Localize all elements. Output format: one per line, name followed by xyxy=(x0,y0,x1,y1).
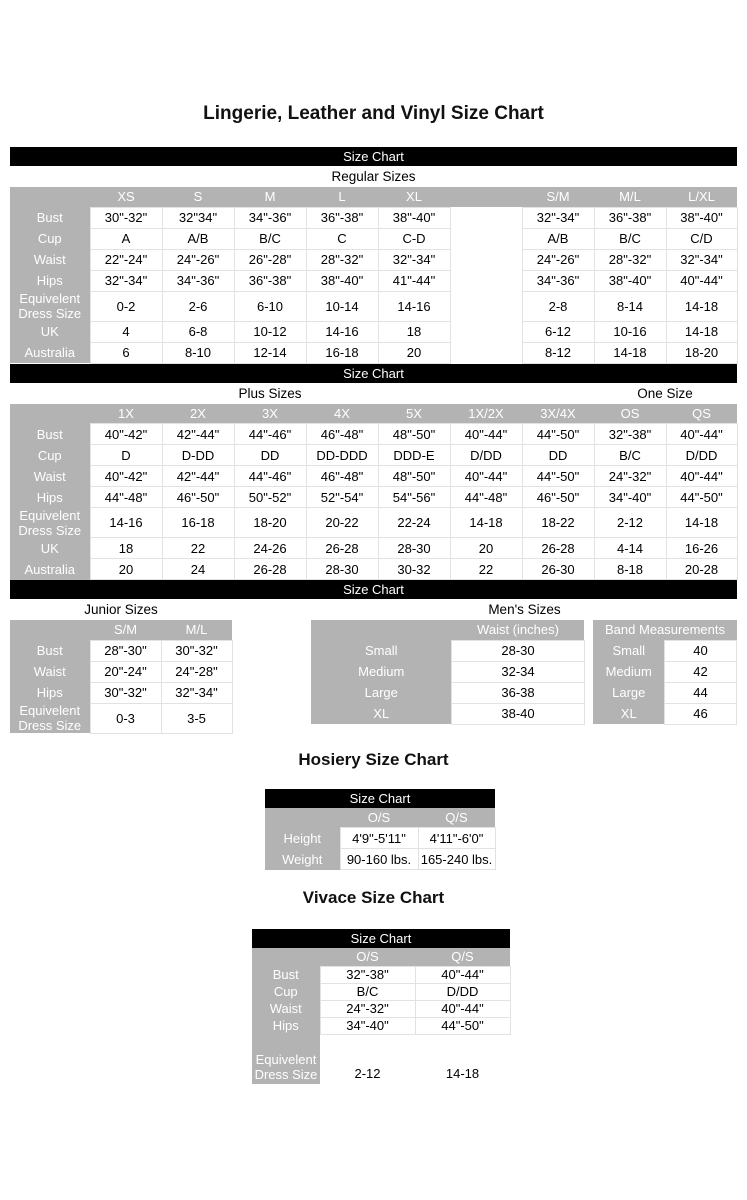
cell: 38"-40" xyxy=(666,207,737,228)
column-header: Q/S xyxy=(415,948,510,966)
cell: 32"-34" xyxy=(378,249,450,270)
cell: 22"-24" xyxy=(90,249,162,270)
band-size-label: XL xyxy=(593,703,664,724)
cell: 32"-38" xyxy=(320,966,415,983)
gap-cell xyxy=(450,321,522,342)
row-label: Bust xyxy=(10,424,90,445)
cell: 40"-44" xyxy=(415,966,510,983)
cell: 24"-28" xyxy=(161,661,232,682)
table-row xyxy=(252,1050,510,1084)
table-row xyxy=(311,640,736,661)
table-row xyxy=(252,1000,510,1017)
table-row xyxy=(10,466,737,487)
corner-cell xyxy=(265,808,340,828)
row-label: Equivelent Dress Size xyxy=(252,1050,320,1084)
column-header-row xyxy=(311,620,736,640)
cell: 44"-48" xyxy=(90,487,162,508)
row-label: Australia xyxy=(10,342,90,363)
row-label: Equivelent Dress Size xyxy=(10,703,90,733)
table-row xyxy=(10,270,737,291)
cell: 20-28 xyxy=(666,559,737,580)
cell: 24"-26" xyxy=(162,249,234,270)
band-cell: 40 xyxy=(664,640,736,661)
junior-mens-subtitle-row xyxy=(10,599,737,620)
cell: 6-8 xyxy=(162,321,234,342)
table-row xyxy=(10,538,737,559)
column-header: OS xyxy=(594,404,666,424)
size-chart-bar: Size Chart xyxy=(265,789,495,808)
cell: 30"-32" xyxy=(90,682,161,703)
size-chart-bar: Size Chart xyxy=(10,364,737,383)
cell: 18 xyxy=(90,538,162,559)
band-size-label: Small xyxy=(593,640,664,661)
table-row xyxy=(10,342,737,363)
row-label: Bust xyxy=(10,640,90,661)
cell: 26-28 xyxy=(306,538,378,559)
cell: 40"-44" xyxy=(666,424,737,445)
table-row xyxy=(252,1017,510,1034)
column-header-row xyxy=(252,948,510,966)
cell: 40"-44" xyxy=(450,466,522,487)
column-header: 3X/4X xyxy=(522,404,594,424)
cell: C xyxy=(306,228,378,249)
cell: 14-18 xyxy=(450,508,522,538)
cell: 38"-40" xyxy=(594,270,666,291)
column-header: L xyxy=(306,187,378,207)
cell: 44"-46" xyxy=(234,466,306,487)
gap-cell xyxy=(415,1034,510,1050)
cell: 24"-26" xyxy=(522,249,594,270)
row-label: Hips xyxy=(10,487,90,508)
mens-sizes-subtitle: Men's Sizes xyxy=(488,602,561,617)
cell: 165-240 lbs. xyxy=(418,849,495,870)
table-row xyxy=(10,559,737,580)
cell: 52"-54" xyxy=(306,487,378,508)
cell: 46"-50" xyxy=(522,487,594,508)
hosiery-section xyxy=(265,789,495,871)
cell: 14-18 xyxy=(594,342,666,363)
cell: 8-14 xyxy=(594,291,666,321)
column-header: O/S xyxy=(320,948,415,966)
cell: 10-16 xyxy=(594,321,666,342)
band-cell: 44 xyxy=(664,682,736,703)
plus-sizes-section xyxy=(10,364,737,581)
table-row xyxy=(10,321,737,342)
cell: 22-24 xyxy=(378,508,450,538)
cell: 16-26 xyxy=(666,538,737,559)
cell: 28-30 xyxy=(378,538,450,559)
cell: 8-10 xyxy=(162,342,234,363)
hosiery-chart-title: Hosiery Size Chart xyxy=(298,749,449,769)
cell: 12-14 xyxy=(234,342,306,363)
vivace-chart-title: Vivace Size Chart xyxy=(302,888,445,907)
column-header-gap xyxy=(450,187,522,207)
cell: 14-16 xyxy=(90,508,162,538)
table-row xyxy=(10,249,737,270)
cell: DD-DDD xyxy=(306,445,378,466)
cell: 16-18 xyxy=(162,508,234,538)
column-header: M xyxy=(234,187,306,207)
mens-size-label: Medium xyxy=(311,661,451,682)
cell: 34"-40" xyxy=(320,1017,415,1034)
cell: DDD-E xyxy=(378,445,450,466)
cell: 24 xyxy=(162,559,234,580)
row-label: Waist xyxy=(10,249,90,270)
cell: 24"-32" xyxy=(320,1000,415,1017)
cell: DD xyxy=(234,445,306,466)
row-label: Weight xyxy=(265,849,340,870)
cell: 46"-48" xyxy=(306,424,378,445)
cell: B/C xyxy=(594,445,666,466)
table-row xyxy=(10,508,737,538)
cell: 26-28 xyxy=(522,538,594,559)
cell: 28"-32" xyxy=(594,249,666,270)
table-row xyxy=(10,424,737,445)
column-header: S xyxy=(162,187,234,207)
column-header: 3X xyxy=(234,404,306,424)
gap-cell xyxy=(450,207,522,228)
cell: 22 xyxy=(162,538,234,559)
cell: 36"-38" xyxy=(594,207,666,228)
cell: 40"-42" xyxy=(90,424,162,445)
spacer-row xyxy=(252,1034,510,1050)
cell: D/DD xyxy=(415,983,510,1000)
table-row xyxy=(10,487,737,508)
column-header: XL xyxy=(378,187,450,207)
cell: 50"-52" xyxy=(234,487,306,508)
regular-sizes-subtitle: Regular Sizes xyxy=(331,169,416,184)
column-header: M/L xyxy=(594,187,666,207)
junior-sizes-subtitle: Junior Sizes xyxy=(84,602,158,617)
cell: 18-20 xyxy=(234,508,306,538)
size-chart-page xyxy=(10,147,737,1084)
cell: 32"-34" xyxy=(161,682,232,703)
corner-cell xyxy=(252,948,320,966)
band-size-label: Large xyxy=(593,682,664,703)
table-row xyxy=(311,682,736,703)
cell: 34"-36" xyxy=(522,270,594,291)
cell: 44"-50" xyxy=(666,487,737,508)
gap-cell xyxy=(320,1034,415,1050)
cell: 14-18 xyxy=(666,508,737,538)
band-cell: 46 xyxy=(664,703,736,724)
table-row xyxy=(10,661,232,682)
gap-cell xyxy=(450,342,522,363)
cell: 32"-34" xyxy=(90,270,162,291)
cell: 8-12 xyxy=(522,342,594,363)
cell: 28-30 xyxy=(306,559,378,580)
table-row xyxy=(311,661,736,682)
cell: 14-18 xyxy=(666,291,737,321)
cell: 6 xyxy=(90,342,162,363)
table-row xyxy=(265,828,495,849)
row-label: Equivelent Dress Size xyxy=(10,291,90,321)
cell: 40"-44" xyxy=(450,424,522,445)
cell: 0-3 xyxy=(90,703,161,733)
table-row xyxy=(265,849,495,870)
row-label: UK xyxy=(10,538,90,559)
cell: 14-18 xyxy=(415,1050,510,1084)
column-header: XS xyxy=(90,187,162,207)
cell: 44"-50" xyxy=(522,466,594,487)
cell: B/C xyxy=(234,228,306,249)
waist-header: Waist (inches) xyxy=(451,620,584,640)
cell: 20 xyxy=(378,342,450,363)
cell: 40"-44" xyxy=(415,1000,510,1017)
table-row xyxy=(10,291,737,321)
column-header: O/S xyxy=(340,808,418,828)
cell: 44"-50" xyxy=(522,424,594,445)
row-label: Cup xyxy=(10,228,90,249)
table-row xyxy=(311,703,736,724)
column-header-row xyxy=(10,187,737,207)
row-label: Hips xyxy=(10,682,90,703)
cell: 32"-38" xyxy=(594,424,666,445)
junior-sizes-table xyxy=(10,620,233,734)
corner-cell xyxy=(311,620,451,640)
column-header: S/M xyxy=(522,187,594,207)
cell: 2-8 xyxy=(522,291,594,321)
cell: 26"-28" xyxy=(234,249,306,270)
column-header: 4X xyxy=(306,404,378,424)
cell: 26-28 xyxy=(234,559,306,580)
cell: D/DD xyxy=(450,445,522,466)
size-chart-bar: Size Chart xyxy=(10,580,737,599)
column-header-row xyxy=(10,620,232,640)
row-label: UK xyxy=(10,321,90,342)
cell: 34"-36" xyxy=(234,207,306,228)
waist-cell: 36-38 xyxy=(451,682,584,703)
mens-size-label: XL xyxy=(311,703,451,724)
cell: 6-10 xyxy=(234,291,306,321)
gap-cell xyxy=(584,640,593,661)
cell: D-DD xyxy=(162,445,234,466)
row-label xyxy=(252,1034,320,1050)
cell: 48"-50" xyxy=(378,466,450,487)
spacer xyxy=(232,599,312,620)
cell: 4 xyxy=(90,321,162,342)
cell: 2-12 xyxy=(594,508,666,538)
gap-cell xyxy=(450,291,522,321)
one-size-subtitle: One Size xyxy=(637,385,693,401)
cell: 20 xyxy=(90,559,162,580)
cell: 30"-32" xyxy=(161,640,232,661)
corner-cell xyxy=(10,187,90,207)
table-row xyxy=(10,445,737,466)
column-header-row xyxy=(10,404,737,424)
cell: 54"-56" xyxy=(378,487,450,508)
row-label: Bust xyxy=(252,966,320,983)
cell: 46"-48" xyxy=(306,466,378,487)
column-header: Q/S xyxy=(418,808,495,828)
column-header: L/XL xyxy=(666,187,737,207)
cell: 14-16 xyxy=(306,321,378,342)
cell: 14-16 xyxy=(378,291,450,321)
cell: 41"-44" xyxy=(378,270,450,291)
waist-cell: 32-34 xyxy=(451,661,584,682)
cell: 14-18 xyxy=(666,321,737,342)
gap-cell xyxy=(450,270,522,291)
table-row xyxy=(10,682,232,703)
column-header: S/M xyxy=(90,620,161,640)
cell: 18-20 xyxy=(666,342,737,363)
cell: 28"-30" xyxy=(90,640,161,661)
cell: 46"-50" xyxy=(162,487,234,508)
row-label: Cup xyxy=(10,445,90,466)
cell: 10-14 xyxy=(306,291,378,321)
cell: 40"-42" xyxy=(90,466,162,487)
gap-cell xyxy=(584,703,593,724)
cell: 24-26 xyxy=(234,538,306,559)
cell: B/C xyxy=(594,228,666,249)
cell: 34"-36" xyxy=(162,270,234,291)
column-header: 1X xyxy=(90,404,162,424)
row-label: Waist xyxy=(10,466,90,487)
cell: 28"-32" xyxy=(306,249,378,270)
table-row xyxy=(10,207,737,228)
vivace-section xyxy=(252,929,510,1084)
cell: 26-30 xyxy=(522,559,594,580)
cell: 32"-34" xyxy=(522,207,594,228)
cell: 30-32 xyxy=(378,559,450,580)
cell: 24"-32" xyxy=(594,466,666,487)
cell: 4'11"-6'0" xyxy=(418,828,495,849)
cell: A/B xyxy=(522,228,594,249)
cell: 18-22 xyxy=(522,508,594,538)
row-label: Hips xyxy=(252,1017,320,1034)
cell: 38"-40" xyxy=(378,207,450,228)
gap-cell xyxy=(584,661,593,682)
cell: 36"-38" xyxy=(306,207,378,228)
plus-sizes-subtitle-row xyxy=(10,383,737,404)
cell: 34"-40" xyxy=(594,487,666,508)
plus-sizes-table xyxy=(10,404,738,581)
cell: 2-6 xyxy=(162,291,234,321)
cell: A xyxy=(90,228,162,249)
column-header: 5X xyxy=(378,404,450,424)
cell: 40"-44" xyxy=(666,466,737,487)
mens-sizes-table xyxy=(311,620,737,725)
cell: 3-5 xyxy=(161,703,232,733)
corner-cell xyxy=(10,404,90,424)
gap-cell xyxy=(450,228,522,249)
cell: C/D xyxy=(666,228,737,249)
cell: 2-12 xyxy=(320,1050,415,1084)
band-size-label: Medium xyxy=(593,661,664,682)
cell: 40"-44" xyxy=(666,270,737,291)
gap-cell xyxy=(450,249,522,270)
cell: 32"34" xyxy=(162,207,234,228)
cell: 38"-40" xyxy=(306,270,378,291)
waist-cell: 28-30 xyxy=(451,640,584,661)
column-header: M/L xyxy=(161,620,232,640)
cell: 32"-34" xyxy=(666,249,737,270)
cell: 20-22 xyxy=(306,508,378,538)
table-row xyxy=(252,983,510,1000)
junior-mens-tables xyxy=(10,620,737,734)
cell: DD xyxy=(522,445,594,466)
cell: D xyxy=(90,445,162,466)
size-chart-bar: Size Chart xyxy=(252,929,510,948)
row-label: Cup xyxy=(252,983,320,1000)
cell: 8-18 xyxy=(594,559,666,580)
cell: 4-14 xyxy=(594,538,666,559)
table-row xyxy=(252,966,510,983)
table-row xyxy=(10,228,737,249)
cell: 0-2 xyxy=(90,291,162,321)
hosiery-table xyxy=(265,808,496,871)
cell: 20"-24" xyxy=(90,661,161,682)
mens-size-label: Small xyxy=(311,640,451,661)
column-header: 1X/2X xyxy=(450,404,522,424)
cell: 20 xyxy=(450,538,522,559)
row-label: Hips xyxy=(10,270,90,291)
gap-cell xyxy=(584,620,593,640)
regular-sizes-table xyxy=(10,187,738,364)
cell: D/DD xyxy=(666,445,737,466)
corner-cell xyxy=(10,620,90,640)
cell: 10-12 xyxy=(234,321,306,342)
cell: 6-12 xyxy=(522,321,594,342)
regular-sizes-section xyxy=(10,147,737,364)
waist-cell: 38-40 xyxy=(451,703,584,724)
row-label: Bust xyxy=(10,207,90,228)
gap-cell xyxy=(584,682,593,703)
row-label: Equivelent Dress Size xyxy=(10,508,90,538)
mens-size-label: Large xyxy=(311,682,451,703)
size-chart-bar: Size Chart xyxy=(10,147,737,166)
cell: 22 xyxy=(450,559,522,580)
cell: 4'9"-5'11" xyxy=(340,828,418,849)
cell: 90-160 lbs. xyxy=(340,849,418,870)
band-cell: 42 xyxy=(664,661,736,682)
cell: 42"-44" xyxy=(162,424,234,445)
junior-mens-section xyxy=(10,580,737,734)
row-label: Australia xyxy=(10,559,90,580)
row-label: Waist xyxy=(252,1000,320,1017)
page-title: Lingerie, Leather and Vinyl Size Chart xyxy=(203,103,544,124)
plus-sizes-subtitle: Plus Sizes xyxy=(238,385,302,401)
cell: B/C xyxy=(320,983,415,1000)
band-header: Band Measurements xyxy=(593,620,736,640)
cell: 18 xyxy=(378,321,450,342)
row-label: Waist xyxy=(10,661,90,682)
table-row xyxy=(10,640,232,661)
cell: 48"-50" xyxy=(378,424,450,445)
column-header: 2X xyxy=(162,404,234,424)
cell: C-D xyxy=(378,228,450,249)
cell: 16-18 xyxy=(306,342,378,363)
cell: 42"-44" xyxy=(162,466,234,487)
cell: 44"-48" xyxy=(450,487,522,508)
vivace-table xyxy=(252,948,511,1084)
column-header-row xyxy=(265,808,495,828)
row-label: Height xyxy=(265,828,340,849)
table-row xyxy=(10,703,232,733)
cell: 44"-46" xyxy=(234,424,306,445)
column-header: QS xyxy=(666,404,737,424)
cell: A/B xyxy=(162,228,234,249)
cell: 30"-32" xyxy=(90,207,162,228)
cell: 44"-50" xyxy=(415,1017,510,1034)
cell: 36"-38" xyxy=(234,270,306,291)
